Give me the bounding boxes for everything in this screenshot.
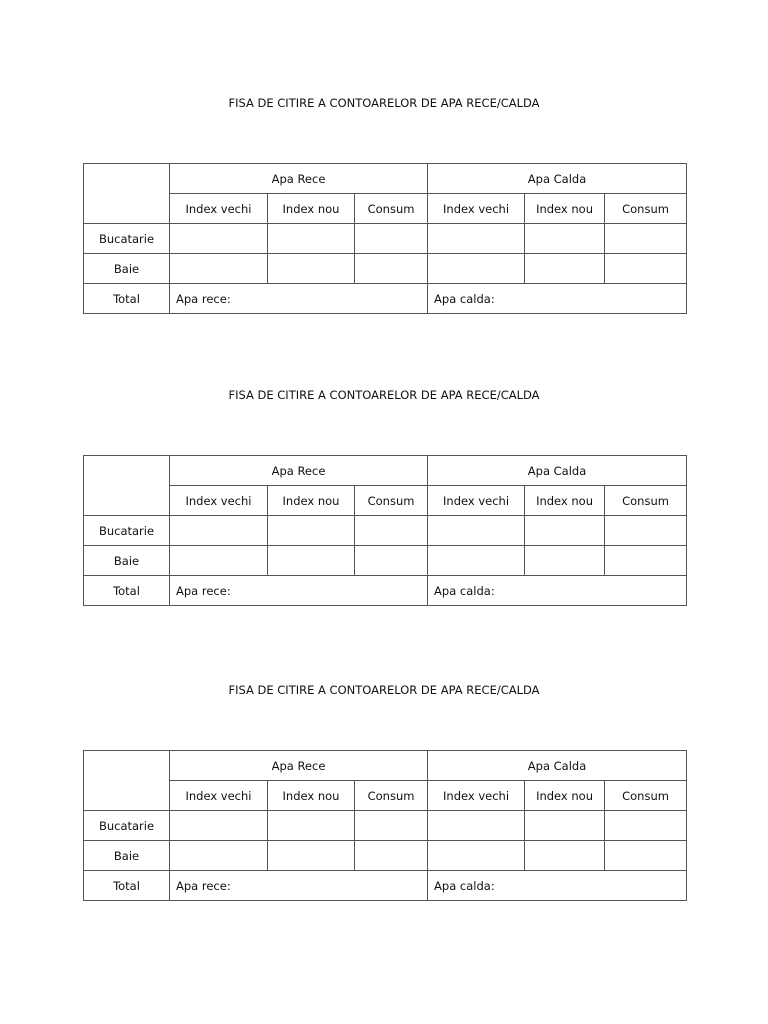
column-header: Consum	[355, 486, 428, 516]
reading-cell[interactable]	[605, 516, 687, 546]
reading-cell[interactable]	[355, 516, 428, 546]
group-header-cold: Apa Rece	[170, 456, 428, 486]
table-row	[84, 254, 687, 284]
reading-cell[interactable]	[428, 254, 525, 284]
row-label: Bucatarie	[84, 811, 170, 841]
group-header-hot: Apa Calda	[428, 751, 687, 781]
column-header: Consum	[605, 194, 687, 224]
column-header: Index nou	[525, 486, 605, 516]
reading-cell[interactable]	[525, 811, 605, 841]
meter-reading-table	[83, 750, 687, 901]
reading-cell[interactable]	[525, 224, 605, 254]
form-title: FISA DE CITIRE A CONTOARELOR DE APA RECE/CALDA	[228, 96, 540, 110]
meter-reading-table	[83, 455, 687, 606]
reading-cell[interactable]	[170, 811, 268, 841]
column-header: Consum	[605, 781, 687, 811]
column-header-row	[84, 781, 687, 811]
total-hot-cell[interactable]: Apa calda:	[428, 576, 687, 606]
corner-cell	[84, 164, 170, 224]
reading-cell[interactable]	[170, 224, 268, 254]
column-header: Consum	[605, 486, 687, 516]
column-header-row	[84, 194, 687, 224]
total-hot-cell[interactable]: Apa calda:	[428, 871, 687, 901]
reading-cell[interactable]	[525, 546, 605, 576]
reading-cell[interactable]	[525, 254, 605, 284]
reading-cell[interactable]	[605, 811, 687, 841]
row-label: Bucatarie	[84, 516, 170, 546]
reading-cell[interactable]	[605, 224, 687, 254]
reading-cell[interactable]	[268, 516, 355, 546]
reading-cell[interactable]	[170, 841, 268, 871]
total-row	[84, 284, 687, 314]
column-header: Index vechi	[428, 486, 525, 516]
reading-cell[interactable]	[605, 546, 687, 576]
reading-cell[interactable]	[268, 254, 355, 284]
reading-cell[interactable]	[170, 546, 268, 576]
table-row	[84, 841, 687, 871]
total-cold-cell[interactable]: Apa rece:	[170, 284, 428, 314]
reading-cell[interactable]	[268, 811, 355, 841]
total-row	[84, 871, 687, 901]
reading-cell[interactable]	[605, 254, 687, 284]
column-header: Index vechi	[428, 781, 525, 811]
reading-cell[interactable]	[355, 254, 428, 284]
column-header: Index nou	[525, 781, 605, 811]
reading-cell[interactable]	[355, 224, 428, 254]
total-label: Total	[84, 871, 170, 901]
reading-cell[interactable]	[268, 546, 355, 576]
total-cold-cell[interactable]: Apa rece:	[170, 871, 428, 901]
reading-cell[interactable]	[268, 841, 355, 871]
group-header-row	[84, 164, 687, 194]
column-header: Index nou	[268, 486, 355, 516]
row-label: Baie	[84, 841, 170, 871]
total-hot-cell[interactable]: Apa calda:	[428, 284, 687, 314]
total-label: Total	[84, 576, 170, 606]
reading-cell[interactable]	[428, 811, 525, 841]
column-header: Consum	[355, 194, 428, 224]
reading-cell[interactable]	[525, 516, 605, 546]
reading-cell[interactable]	[355, 546, 428, 576]
reading-cell[interactable]	[268, 224, 355, 254]
table-row	[84, 546, 687, 576]
reading-cell[interactable]	[525, 841, 605, 871]
table-row	[84, 224, 687, 254]
column-header: Index vechi	[170, 486, 268, 516]
corner-cell	[84, 456, 170, 516]
form-title: FISA DE CITIRE A CONTOARELOR DE APA RECE/CALDA	[228, 683, 540, 697]
total-row	[84, 576, 687, 606]
row-label: Baie	[84, 254, 170, 284]
column-header: Index vechi	[428, 194, 525, 224]
corner-cell	[84, 751, 170, 811]
reading-cell[interactable]	[605, 841, 687, 871]
reading-cell[interactable]	[355, 811, 428, 841]
column-header: Index nou	[268, 781, 355, 811]
reading-cell[interactable]	[170, 516, 268, 546]
column-header: Consum	[355, 781, 428, 811]
meter-reading-table	[83, 163, 687, 314]
reading-cell[interactable]	[355, 841, 428, 871]
row-label: Bucatarie	[84, 224, 170, 254]
reading-cell[interactable]	[428, 841, 525, 871]
group-header-hot: Apa Calda	[428, 164, 687, 194]
total-cold-cell[interactable]: Apa rece:	[170, 576, 428, 606]
column-header-row	[84, 486, 687, 516]
row-label: Baie	[84, 546, 170, 576]
reading-cell[interactable]	[428, 516, 525, 546]
table-row	[84, 516, 687, 546]
reading-cell[interactable]	[428, 224, 525, 254]
column-header: Index vechi	[170, 781, 268, 811]
group-header-cold: Apa Rece	[170, 164, 428, 194]
group-header-row	[84, 456, 687, 486]
column-header: Index nou	[268, 194, 355, 224]
group-header-hot: Apa Calda	[428, 456, 687, 486]
total-label: Total	[84, 284, 170, 314]
reading-cell[interactable]	[170, 254, 268, 284]
group-header-row	[84, 751, 687, 781]
group-header-cold: Apa Rece	[170, 751, 428, 781]
table-row	[84, 811, 687, 841]
reading-cell[interactable]	[428, 546, 525, 576]
column-header: Index nou	[525, 194, 605, 224]
column-header: Index vechi	[170, 194, 268, 224]
form-title: FISA DE CITIRE A CONTOARELOR DE APA RECE/CALDA	[228, 388, 540, 402]
